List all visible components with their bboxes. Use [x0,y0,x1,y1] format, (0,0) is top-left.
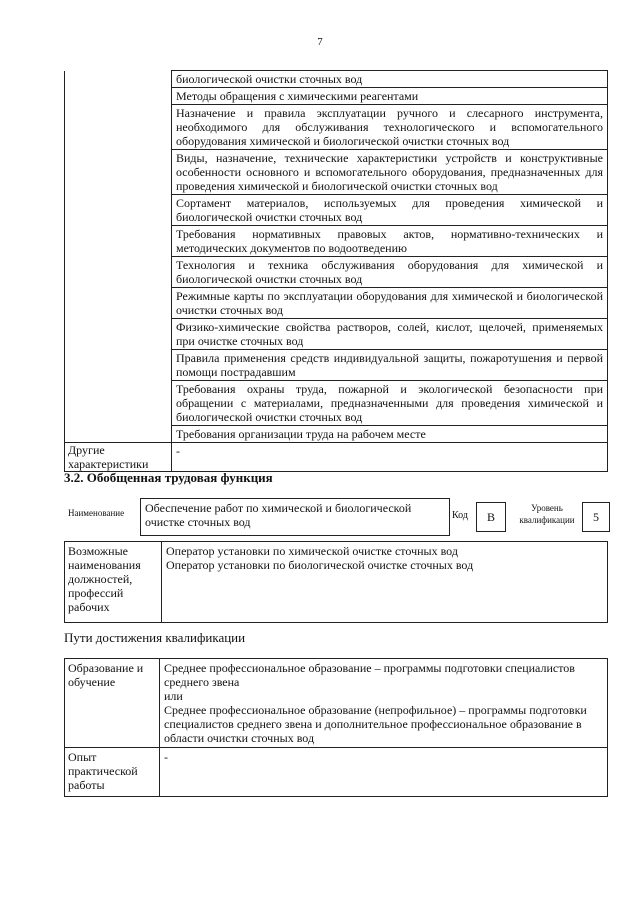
page-number: 7 [317,36,323,48]
knowledge-table [64,70,608,472]
code-label: Код [452,510,468,521]
knowledge-item: Назначение и правила эксплуатации ручного и слесарного инструмента, необходимого для обслуживания технологического и вспомогательного оборудования химической и биологической очистки сточных вод [172,105,608,150]
knowledge-item: Виды, назначение, технические характеристики устройств и конструктивные особенности основного и вспомогательного оборудования, предназначенных для проведения химической и биологической очистки сточных вод [172,150,608,195]
positions-values [162,542,608,623]
position-item: Оператор установки по химической очистке сточных вод [166,544,458,558]
education-table [64,658,608,797]
knowledge-item: Требования нормативных правовых актов, нормативно-технических и методических документов по водоотведению [172,226,608,257]
level-value: 5 [582,502,610,532]
education-line: Среднее профессиональное образование – программы подготовки специалистов среднего звена [164,661,575,689]
experience-value: - [160,748,608,797]
education-line: или [164,689,183,703]
knowledge-item: Правила применения средств индивидуальной защиты, пожаротушения и первой помощи пострадавшим [172,350,608,381]
education-values [160,659,608,748]
positions-table [64,541,608,623]
name-label: Наименование [68,508,125,518]
knowledge-item: Технология и техника обслуживания оборудования для химической и биологической очистки сточных вод [172,257,608,288]
knowledge-item: Режимные карты по эксплуатации оборудования для химической и биологической очистки сточных вод [172,288,608,319]
qualification-heading: Пути достижения квалификации [64,630,246,645]
function-name: Обеспечение работ по химической и биологической очистке сточных вод [140,498,450,536]
position-item: Оператор установки по биологической очистке сточных вод [166,558,474,572]
education-line: Среднее профессиональное образование (непрофильное) – программы подготовки специалистов среднего звена и дополнительное профессиональное образование в области очистки сточных вод [164,703,587,745]
other-characteristics-value: - [172,443,608,472]
code-value: В [476,502,506,532]
experience-label: Опыт практической работы [65,748,160,797]
knowledge-item: Требования охраны труда, пожарной и экологической безопасности при обращении с материалами, предназначенными для проведения химической и биологической очистки сточных вод [172,381,608,426]
section-heading: 3.2. Обобщенная трудовая функция [64,470,273,485]
knowledge-item: биологической очистки сточных вод [172,71,608,88]
knowledge-item: Физико-химические свойства растворов, солей, кислот, щелочей, применяемых при очистке сточных вод [172,319,608,350]
knowledge-left-cell [65,71,172,443]
level-label: Уровень квалификации [519,503,575,525]
function-header [64,498,608,538]
education-label: Образование и обучение [65,659,160,748]
knowledge-item: Методы обращения с химическими реагентами [172,88,608,105]
knowledge-item: Требования организации труда на рабочем месте [172,426,608,443]
positions-label: Возможные наименования должностей, профессий рабочих [65,542,162,623]
other-characteristics-label: Другие характеристики [65,443,172,472]
knowledge-item: Сортамент материалов, используемых для проведения химической и биологической очистки сточных вод [172,195,608,226]
